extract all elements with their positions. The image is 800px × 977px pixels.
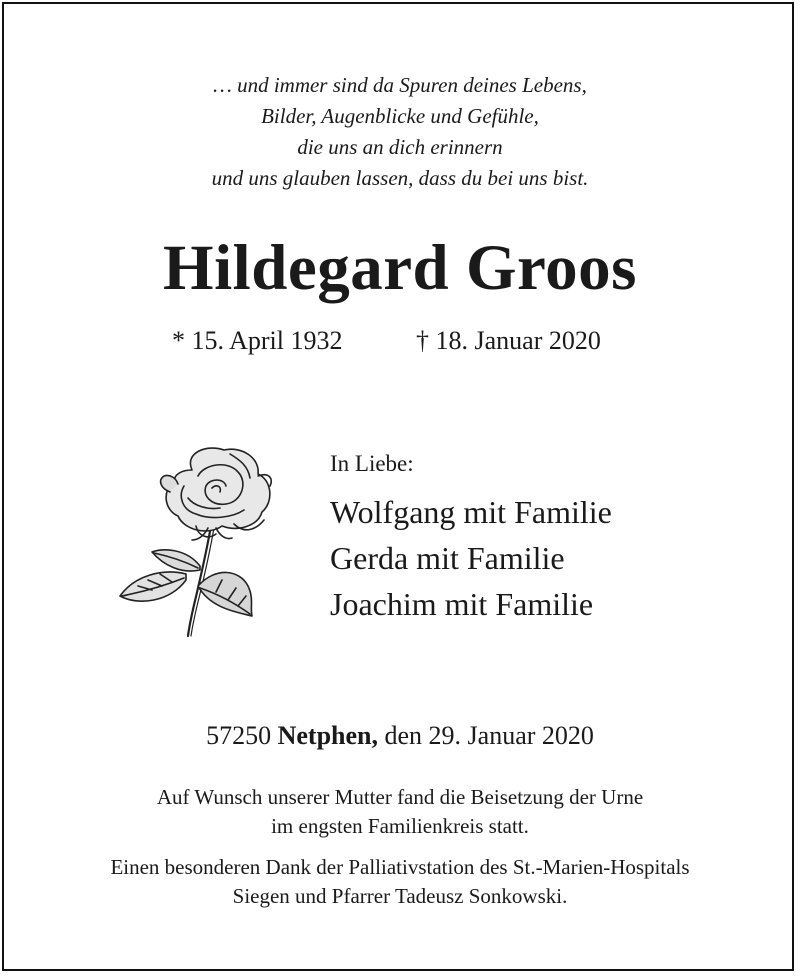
zip-code: 57250 xyxy=(206,721,272,750)
mourners-block xyxy=(330,447,612,627)
notice-date: den 29. Januar 2020 xyxy=(384,721,594,750)
poem-line: Bilder, Augenblicke und Gefühle, xyxy=(261,104,539,128)
poem xyxy=(0,70,800,194)
family-entry: Wolfgang mit Familie xyxy=(330,494,612,530)
city: Netphen, xyxy=(277,721,378,750)
place-date-line xyxy=(0,718,800,754)
thanks-note-line: Einen besonderen Dank der Palliativstation des St.-Marien-Hospitals xyxy=(110,855,690,879)
thanks-note-line: Siegen und Pfarrer Tadeusz Sonkowski. xyxy=(232,884,568,908)
mourners-intro: In Liebe: xyxy=(330,451,414,476)
burial-note-line: im engsten Familienkreis statt. xyxy=(271,814,529,838)
burial-note-line: Auf Wunsch unserer Mutter fand die Beisetzung der Urne xyxy=(156,785,644,809)
birth-date: * 15. April 1932 xyxy=(172,326,343,355)
poem-line: die uns an dich erinnern xyxy=(297,135,503,159)
death-date: † 18. Januar 2020 xyxy=(416,326,601,355)
family-entry: Joachim mit Familie xyxy=(330,586,594,622)
thanks-note xyxy=(0,853,800,911)
family-entry: Gerda mit Familie xyxy=(330,540,565,576)
burial-note xyxy=(0,783,800,841)
rose-icon xyxy=(112,440,280,640)
deceased-name: Hildegard Groos xyxy=(163,232,637,304)
poem-line: und uns glauben lassen, dass du bei uns bist. xyxy=(211,166,589,190)
poem-line: … und immer sind da Spuren deines Lebens, xyxy=(213,73,587,97)
